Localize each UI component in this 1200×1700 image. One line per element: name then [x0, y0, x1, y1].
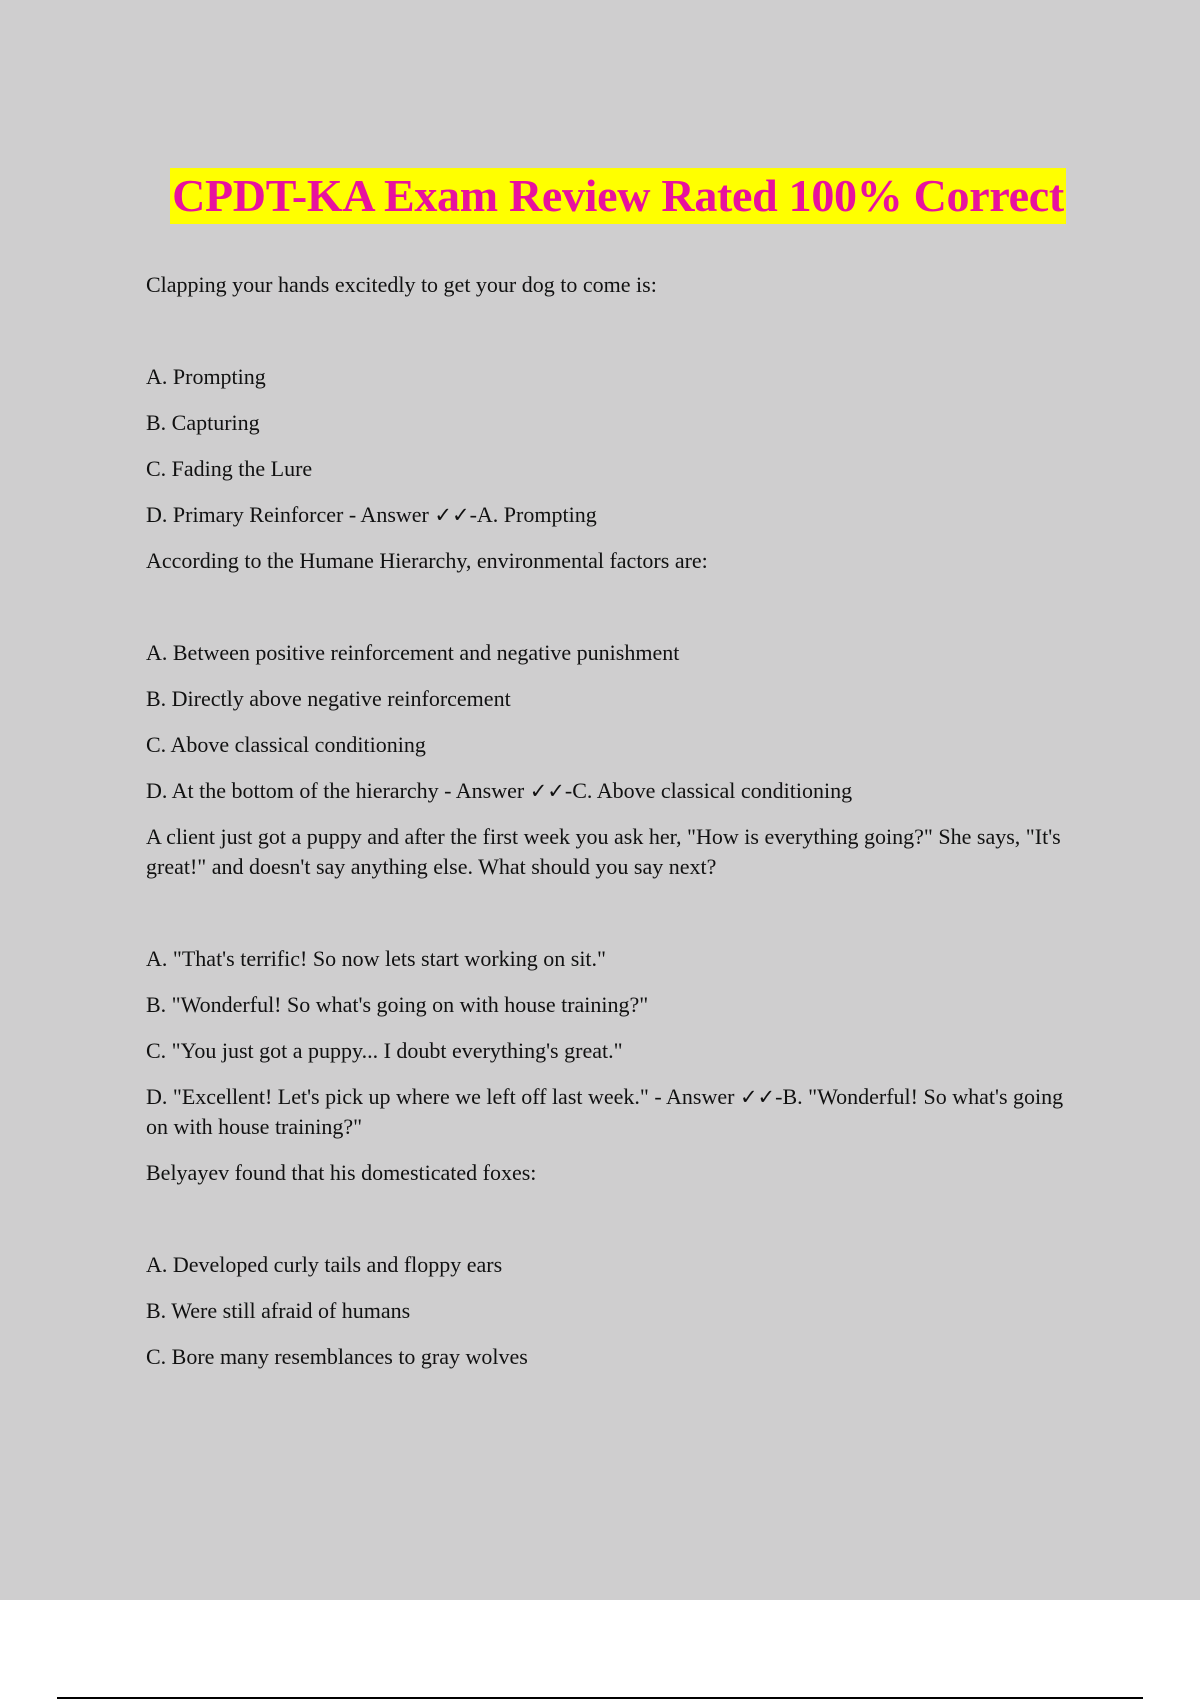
double-check-icon: ✓✓ — [739, 1085, 776, 1109]
footer-rule — [57, 1697, 1143, 1699]
spacer — [146, 882, 1066, 944]
answer-text: -A. Prompting — [469, 502, 597, 527]
option-a: A. Between positive reinforcement and negative punishment — [146, 640, 680, 665]
option-d-text: D. "Excellent! Let's pick up where we left off last week." - Answer — [146, 1084, 740, 1109]
question-text: Belyayev found that his domesticated foxes: — [146, 1160, 537, 1185]
option-c: C. "You just got a puppy... I doubt everything's great." — [146, 1038, 623, 1063]
answer-text: -C. Above classical conditioning — [564, 778, 853, 803]
option-b: B. Capturing — [146, 410, 260, 435]
title-container — [0, 168, 1200, 224]
option-d-with-answer — [146, 1082, 1066, 1142]
document-title: CPDT-KA Exam Review Rated 100% Correct — [170, 168, 1066, 224]
option-d-with-answer — [146, 776, 1066, 806]
spacer — [146, 300, 1066, 362]
option-a: A. Developed curly tails and floppy ears — [146, 1252, 503, 1277]
option-b: B. Directly above negative reinforcement — [146, 686, 511, 711]
option-d-text: D. At the bottom of the hierarchy - Answer — [146, 778, 530, 803]
option-c: C. Fading the Lure — [146, 456, 313, 481]
spacer — [146, 576, 1066, 638]
option-d-with-answer — [146, 500, 1066, 530]
question-text: Clapping your hands excitedly to get your dog to come is: — [146, 272, 657, 297]
option-b: B. "Wonderful! So what's going on with house training?" — [146, 992, 649, 1017]
answer-text: -B. "Wonderful! So what's going on with house training?" — [146, 1084, 1064, 1139]
option-c: C. Above classical conditioning — [146, 732, 426, 757]
option-d-text: D. Primary Reinforcer - Answer — [146, 502, 435, 527]
option-a: A. "That's terrific! So now lets start working on sit." — [146, 946, 607, 971]
option-b: B. Were still afraid of humans — [146, 1298, 411, 1323]
question-text: According to the Humane Hierarchy, environmental factors are: — [146, 548, 708, 573]
double-check-icon: ✓✓ — [529, 779, 565, 803]
document-content — [146, 270, 1066, 1388]
option-a: A. Prompting — [146, 364, 266, 389]
spacer — [146, 1188, 1066, 1250]
double-check-icon: ✓✓ — [434, 503, 470, 527]
question-text: A client just got a puppy and after the first week you ask her, "How is everything going?" She says, "It's great!" and doesn't say anything else. What should you say next? — [146, 824, 1061, 879]
option-c: C. Bore many resemblances to gray wolves — [146, 1344, 528, 1369]
